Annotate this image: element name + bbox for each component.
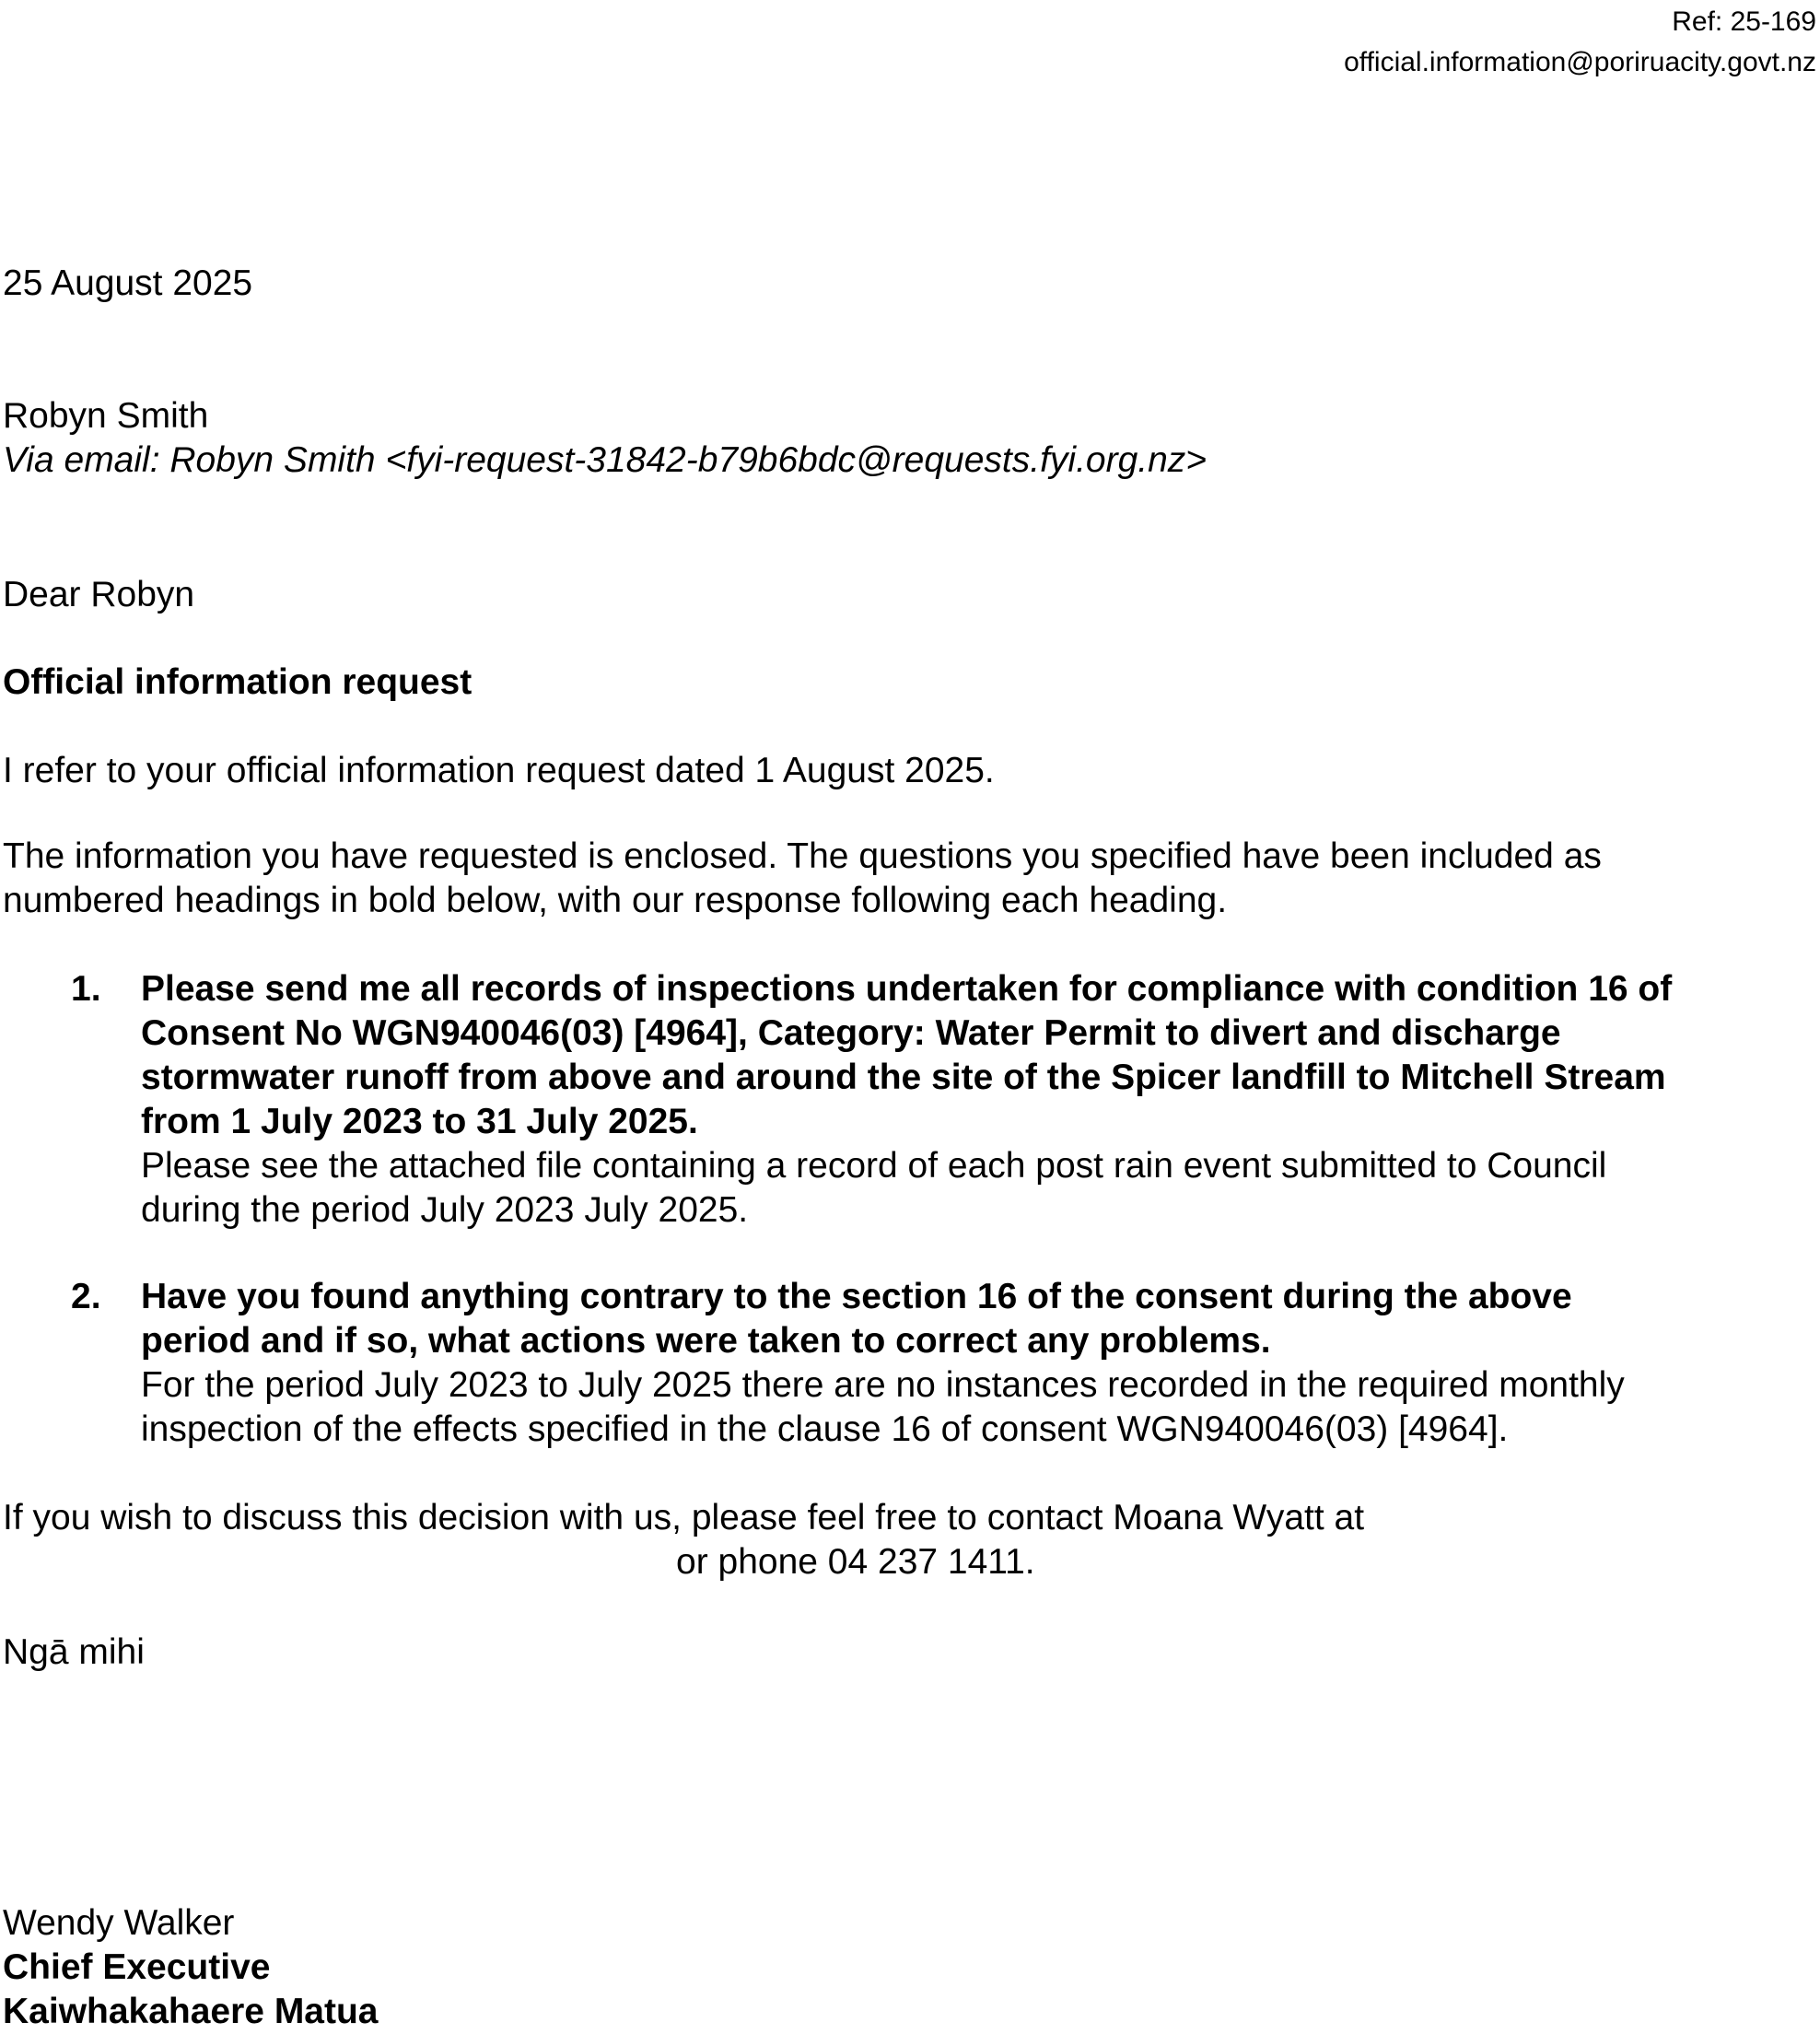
answer-line: For the period July 2023 to July 2025 there are no instances recorded in the required monthly: [141, 1365, 1625, 1405]
signatory-name: Wendy Walker: [3, 1903, 235, 1943]
answer-line: inspection of the effects specified in the clause 16 of consent WGN940046(03) [4964].: [141, 1409, 1509, 1449]
question-line: Have you found anything contrary to the section 16 of the consent during the above: [141, 1277, 1572, 1316]
explanation-paragraph: [3, 835, 1602, 923]
closing-line: or phone 04 237 1411.: [676, 1542, 1035, 1582]
question-line: Please send me all records of inspections undertaken for compliance with condition 16 of: [141, 969, 1673, 1009]
list-item-1: [0, 967, 1805, 1233]
question-line: Consent No WGN940046(03) [4964], Category: Water Permit to divert and discharge: [141, 1013, 1561, 1053]
signatory-title: Chief Executive: [3, 1947, 271, 1987]
closing-paragraph: [3, 1496, 1364, 1584]
recipient-email: Via email: Robyn Smith <fyi-request-31842-b79b6bdc@requests.fyi.org.nz>: [3, 440, 1208, 480]
recipient-block: [3, 394, 1207, 483]
reference-number: Ref: 25-169: [1672, 6, 1816, 37]
closing-line: If you wish to discuss this decision with us, please feel free to contact Moana Wyatt at: [3, 1498, 1365, 1537]
answer-line: Please see the attached file containing a record of each post rain event submitted to Council: [141, 1146, 1607, 1186]
question-line: from 1 July 2023 to 31 July 2025.: [141, 1102, 698, 1141]
signature-block: [3, 1901, 379, 2034]
recipient-name: Robyn Smith: [3, 396, 209, 436]
signatory-title-maori: Kaiwhakahaere Matua: [3, 1992, 379, 2031]
numbered-list: [0, 967, 1805, 1452]
list-number: 1.: [71, 969, 101, 1009]
list-item-2: [0, 1275, 1805, 1452]
list-number: 2.: [71, 1277, 101, 1316]
signoff: Ngā mihi: [3, 1632, 145, 1672]
question-line: period and if so, what actions were taken to correct any problems.: [141, 1321, 1271, 1361]
explanation-line: The information you have requested is enclosed. The questions you specified have been included as: [3, 836, 1602, 876]
letter-date: 25 August 2025: [3, 263, 253, 303]
question-line: stormwater runoff from above and around the site of the Spicer landfill to Mitchell Stream: [141, 1058, 1666, 1097]
salutation: Dear Robyn: [3, 575, 195, 614]
subject-heading: Official information request: [3, 662, 472, 702]
intro-paragraph: I refer to your official information request dated 1 August 2025.: [3, 751, 995, 790]
letter-header: [1344, 2, 1816, 83]
council-email: official.information@poriruacity.govt.nz: [1344, 47, 1816, 77]
explanation-line: numbered headings in bold below, with our response following each heading.: [3, 881, 1228, 920]
answer-line: during the period July 2023 July 2025.: [141, 1190, 749, 1230]
